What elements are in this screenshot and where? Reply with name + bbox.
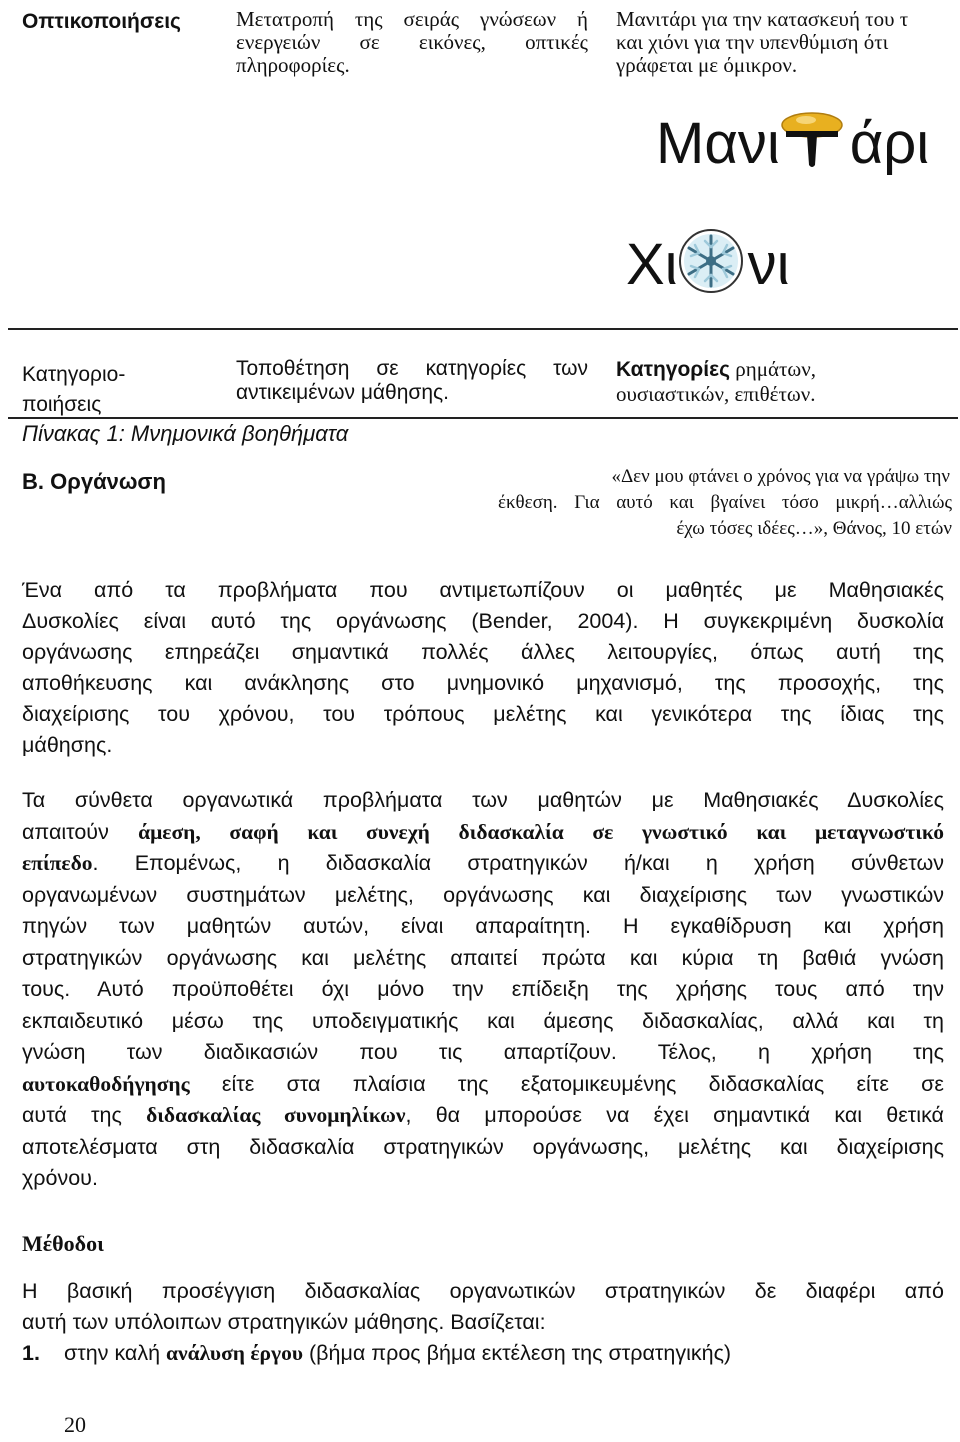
methods-list-item [22,1338,731,1369]
example-line: γράφεται με όμικρον. [616,53,798,77]
paragraph-organization-problems [22,575,944,761]
text-run: . Επομένως, η διδασκαλία στρατηγικών ή/και η χρήση σύνθετων [92,851,944,875]
desc-visualizations [236,8,588,77]
term-visualizations: Οπτικοποιήσεις [22,10,181,33]
text-run: απαιτούν [22,819,139,844]
example-line: και χιόνι για την υπενθύμιση ότι [616,30,889,54]
paragraph-line: διαχείρισης του χρόνου, του τρόπους μελέτης και γενικότερα της ίδιας της [22,702,944,726]
text-run: αυτά της [22,1103,147,1127]
paragraph-line: γνώση των διαδικασιών που τις απαρτίζουν. Τέλος, η χρήση της [22,1040,944,1064]
snowflake-icon [678,234,744,294]
example-line: ουσιαστικών, επιθέτων. [616,382,816,406]
paragraph-line: Η βασική προσέγγιση διδασκαλίας οργανωτικών στρατηγικών δε διαφέρι από [22,1279,944,1303]
methods-paragraph [22,1276,944,1338]
paragraph-line: αποθήκευσης και ανάκλησης στο μνημονικό μηχανισμό, της προσοχής, της [22,671,944,695]
desc-categorizations [236,357,588,405]
text-run: (βήμα προς βήμα εκτέλεση της στρατηγικής) [303,1341,732,1365]
paragraph-line: Τα σύνθετα οργανωτικά προβλήματα των μαθητών με Μαθησιακές Δυσκολίες [22,788,944,812]
mushroom-word-prefix: Μανι [656,111,780,176]
paragraph-line: Δυσκολίες είναι αυτό της οργάνωσης (Bender, 2004). Η συγκεκριμένη δυσκολία [22,609,944,633]
page-number: 20 [64,1412,86,1437]
paragraph-line: οργάνωσης επηρεάζει σημαντικά πολλές άλλες λειτουργίες, όπως αυτή της [22,640,944,664]
quote-line: «Δεν μου φτάνει ο χρόνος για να γράψω την [611,466,950,487]
paragraph-line: στρατηγικών οργάνωσης και μελέτης απαιτεί πρώτα και κύρια τη βαθιά γνώση [22,945,944,970]
text-run: , θα μπορούσε να έχει σημαντικά και θετικά [405,1103,944,1127]
paragraph-line: Ένα από τα προβλήματα που αντιμετωπίζουν οι μαθητές με Μαθησιακές [22,578,944,602]
paragraph-line: πηγών των μαθητών αυτών, είναι απαραίτητη. Η εγκαθίδρυση και χρήση [22,914,944,938]
bold-phrase: επίπεδο [22,851,93,875]
desc-line: Τοποθέτηση σε κατηγορίες των [236,357,588,380]
paragraph-line: τους. Αυτό προϋποθέτει όχι μόνο την επίδειξη της χρήσης τους από την [22,977,944,1001]
example-visualizations [616,8,956,77]
paragraph-line: μάθησης. [22,733,113,757]
desc-line: Μετατροπή της σειράς γνώσεων ή [236,7,588,31]
text-run: στην καλή [64,1341,167,1365]
snow-word-image [626,234,789,295]
quote-line: έκθεση. Για αυτό και βγαίνει τόσο μικρή…αλλιώς [498,492,952,513]
example-bold-word: Κατηγορίες [616,358,731,381]
example-line: Μανιτάρι για την κατασκευή του τ [616,7,909,31]
example-rest: ρημάτων, [730,357,816,381]
paragraph-line: αυτή των υπόλοιπων στρατηγικών μάθησης. Βασίζεται: [22,1310,546,1334]
paragraph-line: εκπαιδευτικό μέσω της υποδειγματικής και άμεσης διδασκαλίας, αλλά και τη [22,1008,944,1033]
list-number: 1. [22,1341,40,1365]
paragraph-line: οργανωμένων συστημάτων μελέτης, οργάνωσης και διαχείρισης των γνωστικών [22,882,944,907]
paragraph-line [22,848,944,880]
bold-phrase: άμεση, σαφή και συνεχή διδασκαλία σε γνωστικό και μεταγνωστικό [138,819,944,844]
example-categorizations [616,357,816,406]
bold-phrase: αυτοκαθοδήγησης [22,1071,190,1096]
table-caption: Πίνακας 1: Μνημονικά βοηθήματα [22,421,349,446]
section-heading: Β. Οργάνωση [22,469,166,494]
quote-line: έχω τόσες ιδέες…», Θάνος, 10 ετών [676,518,952,539]
epigraph-quote [498,464,952,542]
text-run: είτε στα πλαίσια της εξατομικευμένης διδασκαλίας είτε σε [189,1071,944,1096]
desc-line: πληροφορίες. [236,53,350,77]
paragraph-line: χρόνου. [22,1166,98,1190]
term-line: Κατηγοριο- [22,363,126,386]
term-categorizations [22,360,125,420]
mushroom-word-suffix: άρι [849,111,930,176]
bold-phrase: ανάλυση έργου [166,1341,304,1365]
paragraph-complex-problems [22,785,944,1195]
desc-line: αντικειμένων μάθησης. [236,381,450,404]
desc-line: ενεργειών σε εικόνες, οπτικές [236,30,588,54]
mushroom-word-image [656,111,930,176]
snow-word-suffix: νι [747,232,790,297]
paragraph-line [22,1100,944,1132]
paragraph-line: αποτελέσματα στη διδασκαλία στρατηγικών οργάνωσης, μελέτης και διαχείρισης [22,1134,944,1159]
paragraph-line [22,817,944,849]
bold-phrase: διδασκαλίας συνομηλίκων [146,1103,406,1127]
snow-word-prefix: Χι [626,232,678,297]
term-line: ποιήσεις [22,393,102,416]
paragraph-line [22,1069,944,1101]
example-line [616,357,816,382]
table-bottom-rule [8,417,958,419]
mushroom-icon [780,115,844,169]
methods-heading: Μέθοδοι [22,1231,104,1256]
table-row-divider [8,328,958,330]
